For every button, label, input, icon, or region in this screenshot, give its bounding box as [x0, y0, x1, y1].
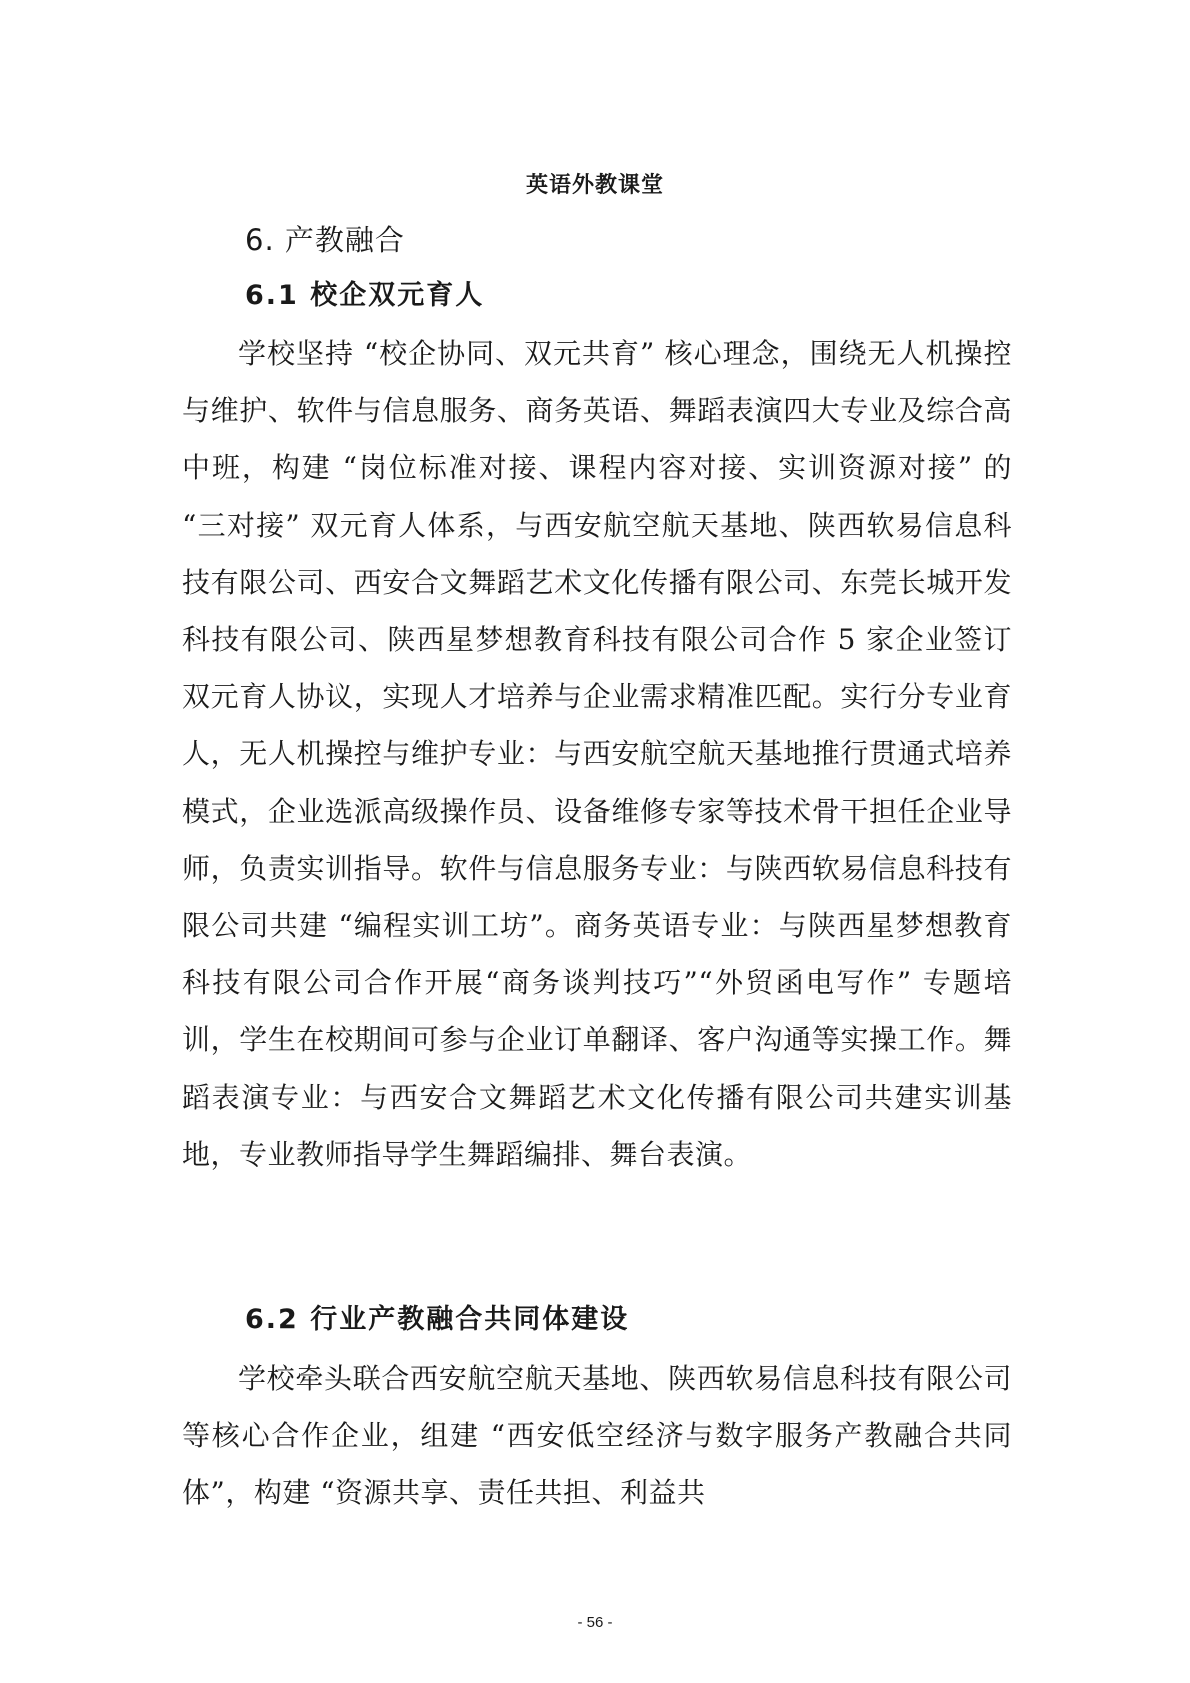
paragraph-dual-education: 学校坚持 “校企协同、双元共育” 核心理念，围绕无人机操控与维护、软件与信息服务、商务英语、舞蹈表演四大专业及综合高中班，构建 “岗位标准对接、课程内容对接、实训资源对接” 的 “三对接” 双元育人体系，与西安航空航天基地、陕西软易信息科技有限公司、西安合文舞蹈艺术文化传播有限公司、东莞长城开发科技有限公司、陕西星梦想教育科技有限公司合作 5 家企业签订双元育人协议，实现人才培养与企业需求精准匹配。实行分专业育人，无人机操控与维护专业：与西安航空航天基地推行贯通式培养模式，企业选派高级操作员、设备维修专家等技术骨干担任企业导师，负责实训指导。软件与信息服务专业：与陕西软易信息科技有限公司共建 “编程实训工坊”。商务英语专业：与陕西星梦想教育科技有限公司合作开展“商务谈判技巧”“外贸函电写作” 专题培训，学生在校期间可参与企业订单翻译、客户沟通等实操工作。舞蹈表演专业：与西安合文舞蹈艺术文化传播有限公司共建实训基地，专业教师指导学生舞蹈编排、舞台表演。 — [182, 337, 1012, 1171]
paragraph-industry-community: 学校牵头联合西安航空航天基地、陕西软易信息科技有限公司等核心合作企业，组建 “西安低空经济与数字服务产教融合共同体”，构建 “资源共享、责任共担、利益共 — [182, 1362, 1012, 1510]
section-heading: 6. 产教融合 — [245, 223, 405, 257]
subsection-heading-6-1: 6.1 校企双元育人 — [245, 280, 485, 311]
page-number: - 56 - — [577, 1614, 613, 1631]
subsection-heading-6-2: 6.2 行业产教融合共同体建设 — [245, 1304, 630, 1335]
image-caption: 英语外教课堂 — [525, 173, 664, 198]
